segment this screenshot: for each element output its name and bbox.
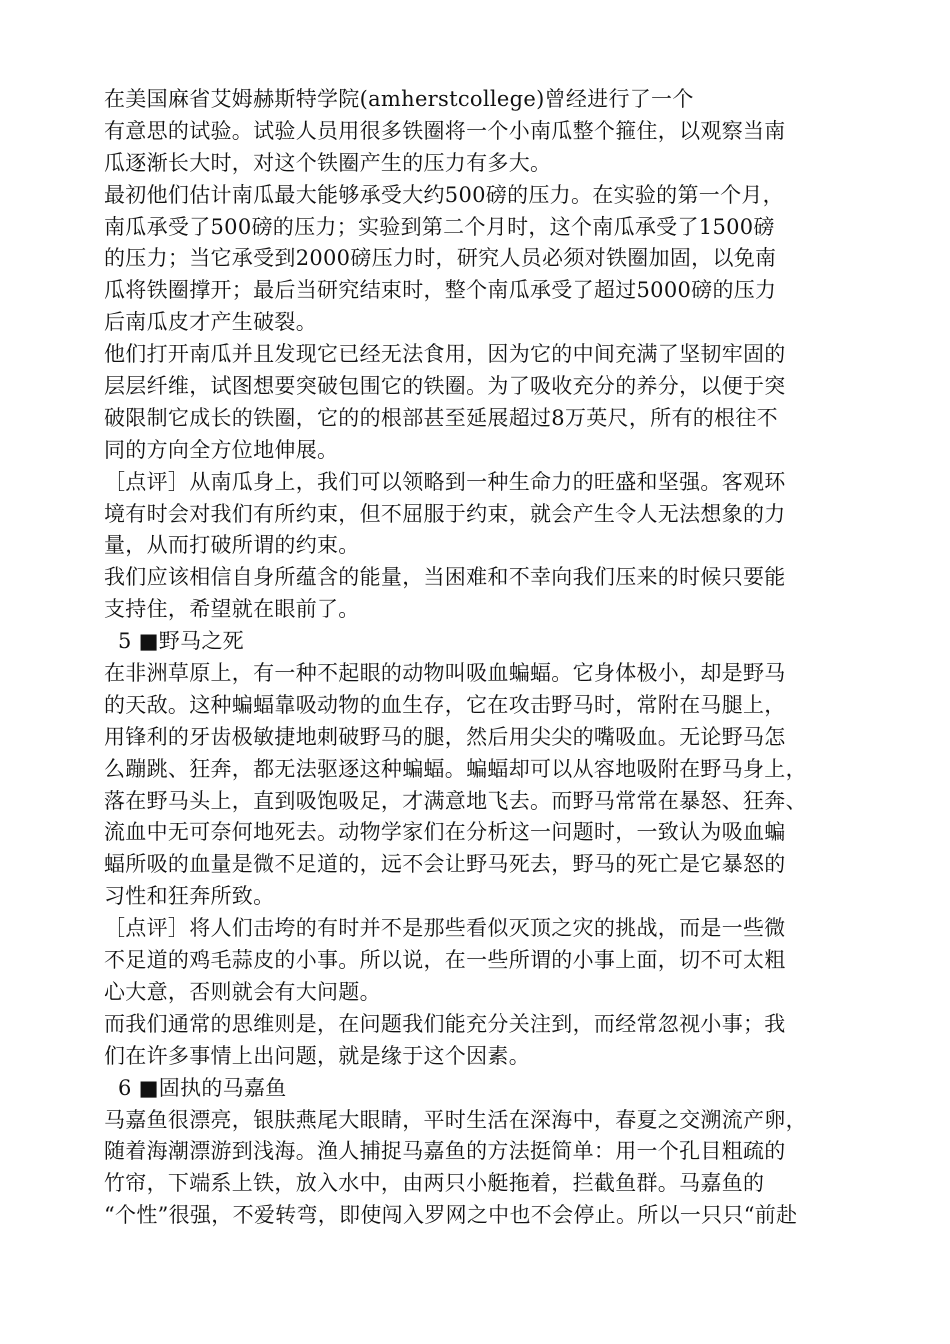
text-line: 我们应该相信自身所蕴含的能量，当困难和不幸向我们压来的时候只要能 (104, 565, 786, 590)
comment-line: 不足道的鸡毛蒜皮的小事。所以说，在一些所谓的小事上面，切不可太粗 (104, 948, 786, 973)
text-line: 层层纤维，试图想要突破包围它的铁圈。为了吸收充分的养分，以便于突 (104, 374, 786, 399)
text-line: 的压力；当它承受到2000磅压力时，研究人员必须对铁圈加固，以免南 (104, 246, 777, 271)
text-line: 瓜将铁圈撑开；最后当研究结束时，整个南瓜承受了超过5000磅的压力 (104, 278, 777, 303)
comment-line: 境有时会对我们有所约束，但不屈服于约束，就会产生令人无法想象的力 (104, 501, 786, 526)
text-line: 随着海潮漂游到浅海。渔人捕捉马嘉鱼的方法挺简单：用一个孔目粗疏的 (104, 1139, 786, 1164)
section-heading-5: 5 ■野马之死 (118, 629, 244, 654)
comment-line: ［点评］将人们击垮的有时并不是那些看似灭顶之灾的挑战，而是一些微 (104, 916, 786, 941)
text-line: 们在许多事情上出问题，就是缘于这个因素。 (104, 1043, 530, 1068)
text-line: 的天敌。这种蝙蝠靠吸动物的血生存，它在攻击野马时，常附在马腿上， (104, 692, 786, 717)
text-line: 么蹦跳、狂奔，都无法驱逐这种蝙蝠。蝙蝠却可以从容地吸附在野马身上， (104, 756, 807, 781)
text-line: 后南瓜皮才产生破裂。 (104, 310, 317, 335)
text-line: 瓜逐渐长大时，对这个铁圈产生的压力有多大。 (104, 150, 552, 175)
text-line: 落在野马头上，直到吸饱吸足，才满意地飞去。而野马常常在暴怒、狂奔、 (104, 788, 807, 813)
text-line: 在美国麻省艾姆赫斯特学院(amherstcollege)曾经进行了一个 (104, 87, 694, 111)
comment-line: ［点评］从南瓜身上，我们可以领略到一种生命力的旺盛和坚强。客观环 (104, 469, 786, 494)
text-line: 流血中无可奈何地死去。动物学家们在分析这一问题时，一致认为吸血蝙 (104, 820, 786, 845)
text-line: 支持住，希望就在眼前了。 (104, 597, 360, 622)
text-line: 在非洲草原上，有一种不起眼的动物叫吸血蝙蝠。它身体极小，却是野马 (104, 661, 786, 686)
text-line: 有意思的试验。试验人员用很多铁圈将一个小南瓜整个箍住，以观察当南 (104, 118, 786, 143)
text-line: 马嘉鱼很漂亮，银肤燕尾大眼睛，平时生活在深海中，春夏之交溯流产卵， (104, 1107, 807, 1132)
text-line: 习性和狂奔所致。 (104, 884, 275, 909)
section-heading-6: 6 ■固执的马嘉鱼 (118, 1075, 287, 1100)
text-line: 破限制它成长的铁圈，它的的根部甚至延展超过8万英尺，所有的根往不 (104, 405, 778, 430)
text-line: 同的方向全方位地伸展。 (104, 437, 339, 462)
document-page (104, 84, 874, 1232)
comment-line: 量，从而打破所谓的约束。 (104, 533, 360, 558)
text-line: 而我们通常的思维则是，在问题我们能充分关注到，而经常忽视小事；我 (104, 1011, 786, 1036)
text-line: 蝠所吸的血量是微不足道的，远不会让野马死去，野马的死亡是它暴怒的 (104, 852, 786, 877)
text-line: 用锋利的牙齿极敏捷地刺破野马的腿，然后用尖尖的嘴吸血。无论野马怎 (104, 724, 786, 749)
comment-line: 心大意，否则就会有大问题。 (104, 979, 381, 1004)
text-line: “个性”很强，不爱转弯，即使闯入罗网之中也不会停止。所以一只只“前赴 (104, 1203, 798, 1228)
text-line: 最初他们估计南瓜最大能够承受大约500磅的压力。在实验的第一个月， (104, 182, 784, 207)
text-line: 南瓜承受了500磅的压力；实验到第二个月时，这个南瓜承受了1500磅 (104, 214, 775, 239)
text-line: 竹帘，下端系上铁，放入水中，由两只小艇拖着，拦截鱼群。马嘉鱼的 (104, 1171, 765, 1196)
text-line: 他们打开南瓜并且发现它已经无法食用，因为它的中间充满了坚韧牢固的 (104, 342, 786, 367)
